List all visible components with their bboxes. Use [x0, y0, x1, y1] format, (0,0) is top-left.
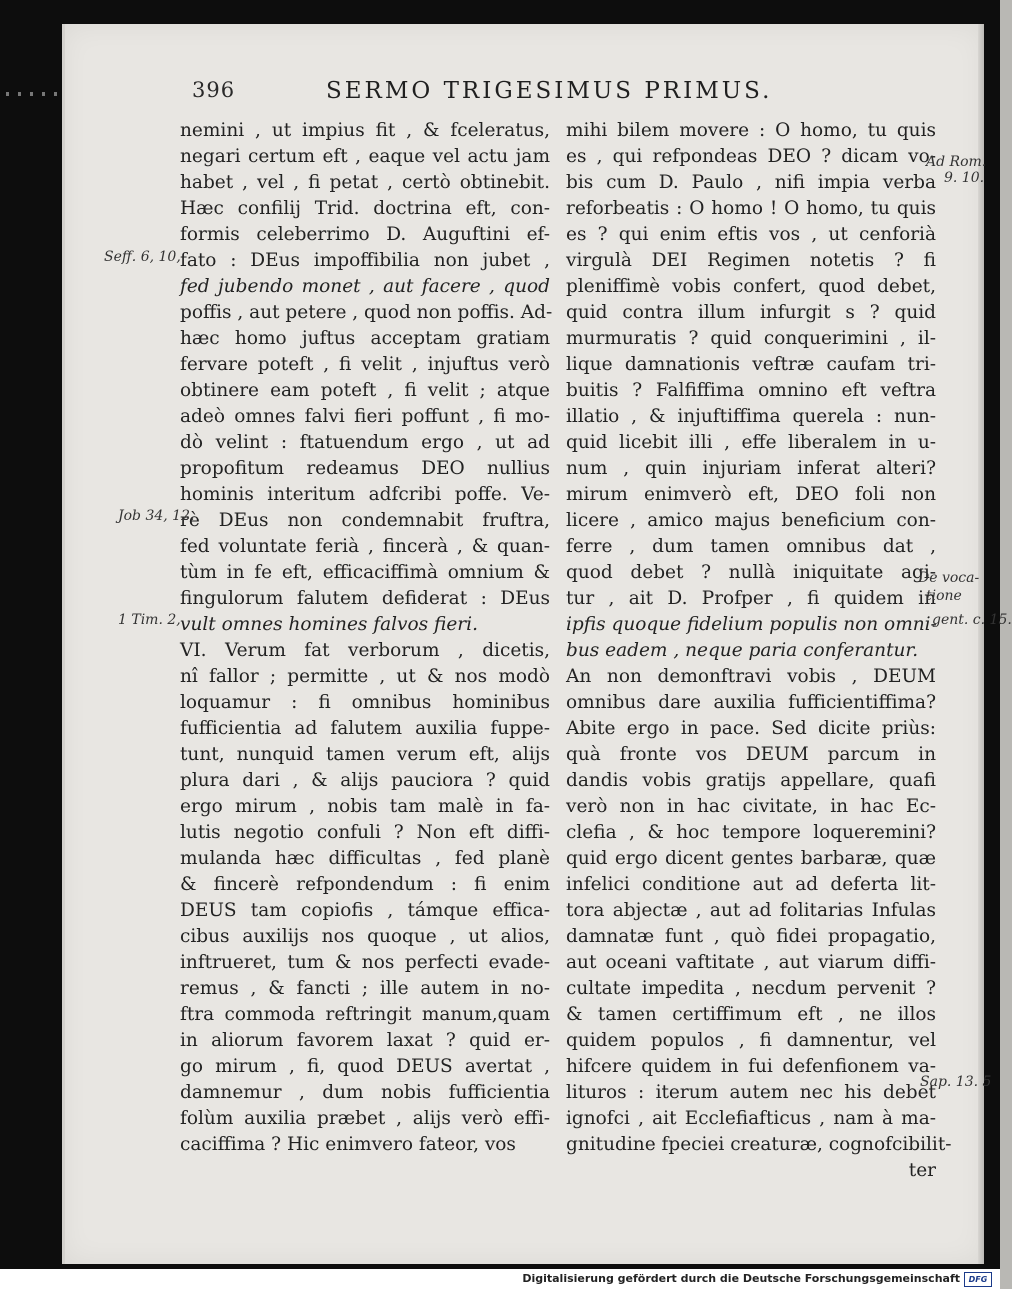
text-line: hifcere quidem in fui defenfionem va- — [566, 1056, 936, 1077]
text-line: tora abjectæ , aut ad folitarias Infulas — [566, 900, 936, 921]
text-line: Hæc confilij Trid. doctrina eft, con- — [180, 198, 550, 219]
text-line: dò velint : ftatuendum ergo , ut ad — [180, 432, 550, 453]
text-line: num , quin injuriam inferat alteri? — [566, 458, 936, 479]
text-line: mulanda hæc difficultas , fed planè — [180, 848, 550, 869]
text-line: clefia , & hoc tempore loqueremini? — [566, 822, 936, 843]
text-line: virgulà DEI Regimen notetis ? fi — [566, 250, 936, 271]
text-line: murmuratis ? quid conquerimini , il- — [566, 328, 936, 349]
text-line: An non demonftravi vobis , DEUM — [566, 666, 936, 687]
text-line: DEUS tam copiofis , támque effica- — [180, 900, 550, 921]
text-line: negari certum eft , eaque vel actu jam — [180, 146, 550, 167]
text-line: & tamen certiffimum eft , ne illos — [566, 1004, 936, 1025]
running-head: SERMO TRIGESIMUS PRIMUS. — [326, 78, 773, 104]
text-line: obtinere eam poteft , fi velit ; atque — [180, 380, 550, 401]
text-line: cultate impedita , necdum pervenit ? — [566, 978, 936, 999]
text-line: quid ergo dicent gentes barbaræ, quæ — [566, 848, 936, 869]
text-line: bis cum D. Paulo , nifi impia verba — [566, 172, 936, 193]
text-line: ipfis quoque fidelium populis non omni- — [566, 614, 937, 635]
text-line: fufficientia ad falutem auxilia fuppe- — [180, 718, 550, 739]
text-line: nemini , ut impius fit , & fceleratus, — [180, 120, 550, 141]
text-line: fed voluntate ferià , fincerà , & quan- — [180, 536, 550, 557]
text-line: buitis ? Falfiffima omnino eft veftra — [566, 380, 936, 401]
text-line: tur , ait D. Profper , fi quidem in — [566, 588, 936, 609]
text-line: licere , amico majus beneficium con- — [566, 510, 936, 531]
text-line: inftrueret, tum & nos perfecti evade- — [180, 952, 550, 973]
funding-notice: Digitalisierung gefördert durch die Deutsche Forschungsgemeinschaft — [522, 1272, 960, 1285]
margin-note: Job 34, 12. — [118, 508, 195, 524]
page-number: 396 — [192, 78, 236, 102]
text-line: ferre , dum tamen omnibus dat , — [566, 536, 936, 557]
text-line: VI. Verum fat verborum , dicetis, — [180, 640, 550, 661]
text-line: fed jubendo monet , aut facere , quod — [180, 276, 550, 297]
text-line: ergo mirum , nobis tam malè in fa- — [180, 796, 550, 817]
text-line: Abite ergo in pace. Sed dicite priùs: — [566, 718, 936, 739]
text-line: plura dari , & alijs pauciora ? quid — [180, 770, 550, 791]
text-line: ftra commoda reftringit manum,quam — [180, 1004, 550, 1025]
margin-note: 9. 10. — [944, 170, 985, 186]
text-line: ignofci , ait Ecclefiafticus , nam à ma- — [566, 1108, 936, 1129]
margin-note: Ad Rom. — [926, 154, 987, 170]
margin-note: De voca- — [918, 570, 980, 586]
text-line: pleniffimè vobis confert, quod debet, — [566, 276, 936, 297]
text-line: quid licebit illi , effe liberalem in u- — [566, 432, 936, 453]
text-line: quod debet ? nullà iniquitate agi- — [566, 562, 936, 583]
text-line: habet , vel , fi petat , certò obtinebit. — [180, 172, 550, 193]
text-line: mirum enimverò eft, DEO foli non — [566, 484, 936, 505]
margin-note: gent. c. 15. — [932, 612, 1012, 628]
text-line: quà fronte vos DEUM parcum in — [566, 744, 936, 765]
text-line: remus , & fancti ; ille autem in no- — [180, 978, 550, 999]
text-line: es , qui refpondeas DEO ? dicam vo- — [566, 146, 936, 167]
text-line: in aliorum favorem laxat ? quid er- — [180, 1030, 550, 1051]
text-line: fingulorum falutem defiderat : DEus — [180, 588, 550, 609]
margin-note: tione — [926, 588, 962, 604]
text-line: cibus auxilijs nos quoque , ut alios, — [180, 926, 550, 947]
text-line: caciffima ? Hic enimvero fateor, vos — [180, 1134, 516, 1155]
text-line: mihi bilem movere : O homo, tu quis — [566, 120, 936, 141]
text-line: dandis vobis gratijs appellare, quafi — [566, 770, 936, 791]
footer-bar — [0, 1269, 1000, 1289]
margin-note: Seff. 6, 10, — [104, 249, 181, 265]
text-line: loquamur : fi omnibus hominibus — [180, 692, 550, 713]
text-line: fato : DEus impoffibilia non jubet , — [180, 250, 550, 271]
text-line: bus eadem , neque paria conferantur. — [566, 640, 919, 661]
text-line: vult omnes homines falvos fieri. — [180, 614, 478, 635]
text-line: lique damnationis veftræ caufam tri- — [566, 354, 936, 375]
text-line: aut oceani vaftitate , aut viarum diffi- — [566, 952, 936, 973]
text-line: hæc homo juftus acceptam gratiam — [180, 328, 550, 349]
text-line: gnitudine fpeciei creaturæ, cognofcibilit- — [566, 1134, 952, 1155]
text-line: hominis interitum adfcribi poffe. Ve- — [180, 484, 550, 505]
text-line: nî fallor ; permitte , ut & nos modò — [180, 666, 550, 687]
text-line: formis celeberrimo D. Auguftini ef- — [180, 224, 550, 245]
text-line: reforbeatis : O homo ! O homo, tu quis — [566, 198, 936, 219]
text-line: rè DEus non condemnabit fruftra, — [180, 510, 550, 531]
text-line: & fincerè refpondendum : fi enim — [180, 874, 550, 895]
text-line: es ? qui enim eftis vos , ut cenforià — [566, 224, 936, 245]
text-line: go mirum , fi, quod DEUS avertat , — [180, 1056, 550, 1077]
text-line: infelici conditione aut ad deferta lit- — [566, 874, 936, 895]
margin-note: 1 Tim. 2, — [118, 612, 181, 628]
text-line: adeò omnes falvi fieri poffunt , fi mo- — [180, 406, 550, 427]
margin-note: Sap. 13. 5 — [920, 1074, 992, 1090]
text-line: damnatæ funt , quò fidei propagatio, — [566, 926, 936, 947]
text-line: ter — [908, 1160, 936, 1181]
text-line: verò non in hac civitate, in hac Ec- — [566, 796, 936, 817]
text-line: tùm in fe eft, efficaciffimà omnium & — [180, 562, 550, 583]
dfg-logo: DFG — [964, 1272, 992, 1287]
text-line: folùm auxilia præbet , alijs verò effi- — [180, 1108, 550, 1129]
text-line: omnibus dare auxilia fufficientiffima? — [566, 692, 936, 713]
text-line: damnemur , dum nobis fufficientia — [180, 1082, 550, 1103]
text-line: lituros : iterum autem nec his debet — [566, 1082, 936, 1103]
text-line: lutis negotio confuli ? Non eft diffi- — [180, 822, 550, 843]
text-line: propofitum redeamus DEO nullius — [180, 458, 550, 479]
text-line: illatio , & injuftiffima querela : nun- — [566, 406, 936, 427]
text-line: tunt, nunquid tamen verum eft, alijs — [180, 744, 550, 765]
text-line: fervare poteft , fi velit , injuftus verò — [180, 354, 550, 375]
text-line: poffis , aut petere , quod non poffis. Ad- — [180, 302, 553, 323]
text-line: quid contra illum infurgit s ? quid — [566, 302, 936, 323]
text-line: quidem populos , fi damnentur, vel — [566, 1030, 936, 1051]
